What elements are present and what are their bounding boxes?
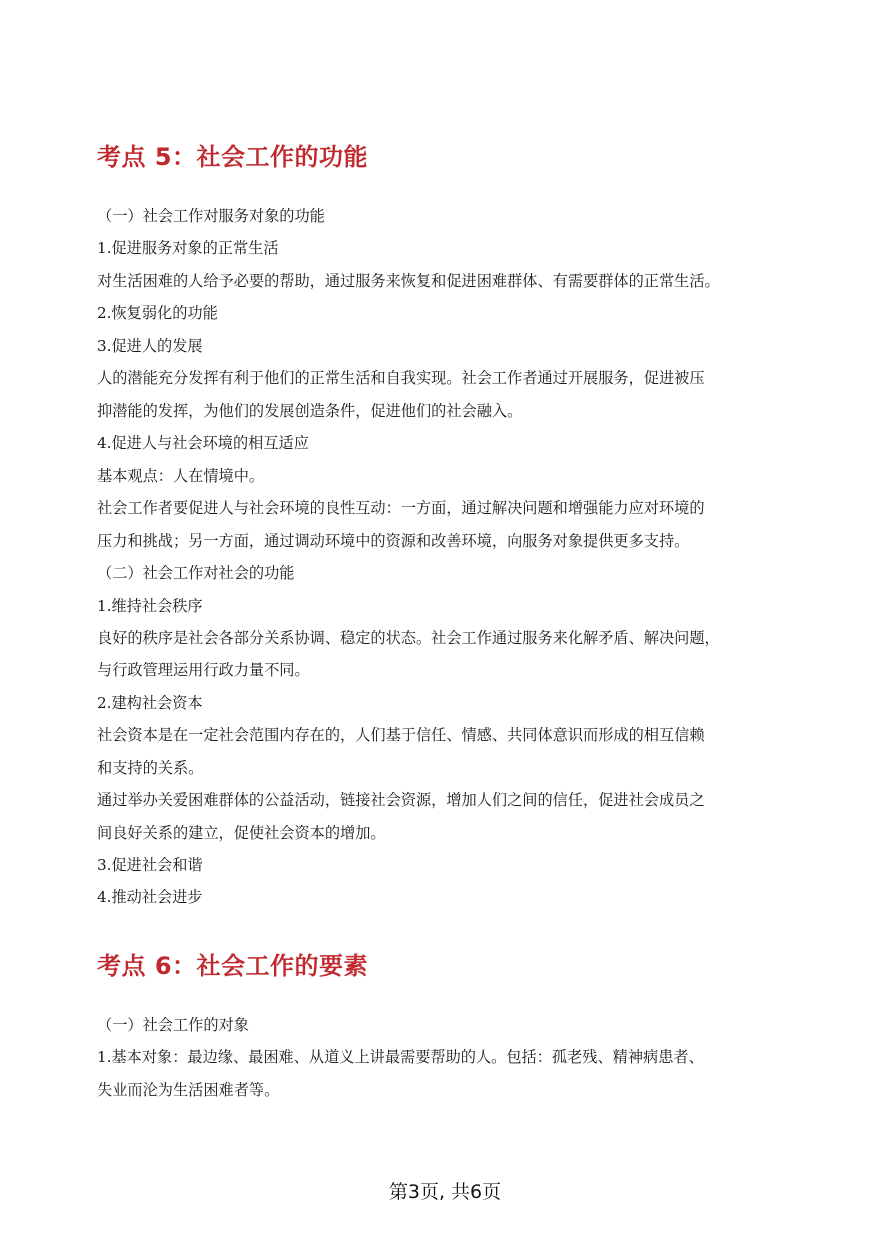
section5-title: 考点 5：社会工作的功能 (97, 143, 369, 171)
section5-subheading-1: （一）社会工作对服务对象的功能 (97, 207, 325, 225)
section5-item-3: 3.促进人的发展 (97, 337, 203, 355)
section6-item-1: 1.基本对象：最边缘、最困难、从道义上讲最需要帮助的人。包括：孤老残、精神病患者、 (97, 1048, 704, 1066)
section5-subheading-2: （二）社会工作对社会的功能 (97, 564, 295, 582)
section5-item-1: 1.促进服务对象的正常生活 (97, 239, 279, 257)
section5-paragraph: 人的潜能充分发挥有利于他们的正常生活和自我实现。社会工作者通过开展服务，促进被压 (97, 369, 705, 387)
section6-paragraph: 失业而沦为生活困难者等。 (97, 1081, 280, 1099)
section5-item-4: 4.促进人与社会环境的相互适应 (97, 434, 309, 452)
section5-item-2b: 2.建构社会资本 (97, 694, 203, 712)
section5-paragraph: 抑潜能的发挥，为他们的发展创造条件，促进他们的社会融入。 (97, 402, 523, 420)
section5-paragraph: 间良好关系的建立，促使社会资本的增加。 (97, 824, 386, 842)
section5-item-3b: 3.促进社会和谐 (97, 856, 203, 874)
section5-paragraph: 通过举办关爱困难群体的公益活动，链接社会资源，增加人们之间的信任，促进社会成员之 (97, 791, 705, 809)
section5-paragraph: 与行政管理运用行政力量不同。 (97, 661, 310, 679)
section5-paragraph: 压力和挑战；另一方面，通过调动环境中的资源和改善环境，向服务对象提供更多支持。 (97, 532, 690, 550)
section5-item-1b: 1.维持社会秩序 (97, 597, 203, 615)
section5-item-4b: 4.推动社会进步 (97, 888, 203, 906)
section5-paragraph: 对生活困难的人给予必要的帮助，通过服务来恢复和促进困难群体、有需要群体的正常生活。 (97, 272, 720, 290)
section5-paragraph: 和支持的关系。 (97, 759, 204, 777)
section6-subheading-1: （一）社会工作的对象 (97, 1016, 249, 1034)
section5-paragraph: 社会资本是在一定社会范围内存在的，人们基于信任、情感、共同体意识而形成的相互信赖 (97, 726, 705, 744)
section5-paragraph: 社会工作者要促进人与社会环境的良性互动：一方面，通过解决问题和增强能力应对环境的 (97, 499, 705, 517)
section5-paragraph: 基本观点：人在情境中。 (97, 467, 265, 485)
page-number: 第3页, 共6页 (388, 1181, 502, 1203)
section6-title: 考点 6：社会工作的要素 (97, 952, 369, 980)
section5-item-2: 2.恢复弱化的功能 (97, 304, 218, 322)
section5-paragraph: 良好的秩序是社会各部分关系协调、稳定的状态。社会工作通过服务来化解矛盾、解决问题， (97, 629, 720, 647)
